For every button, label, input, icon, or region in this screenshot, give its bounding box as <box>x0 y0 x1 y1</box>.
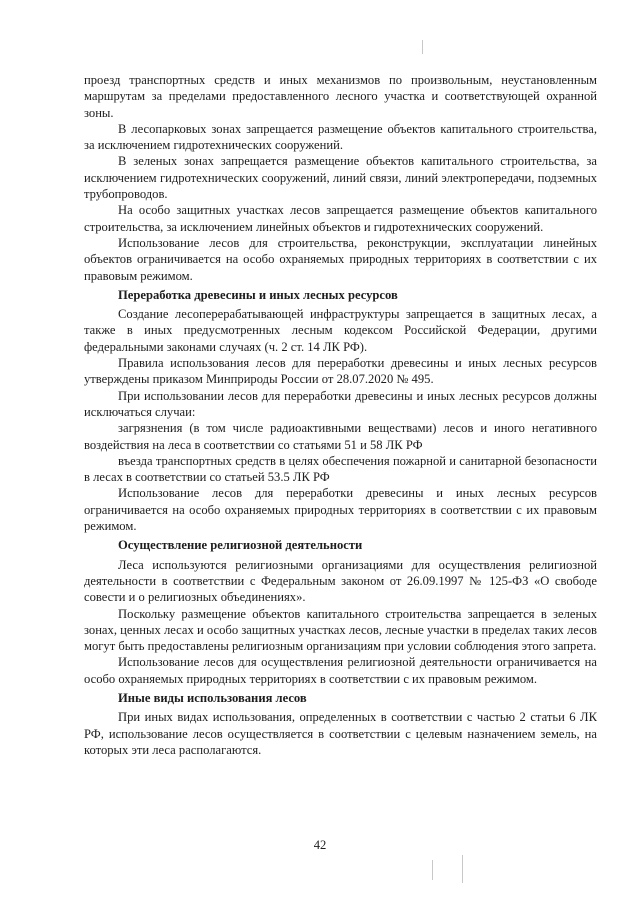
paragraph: Поскольку размещение объектов капитального строительства запрещается в зеленых зонах, ценных лесах и особо защитных участках лесов, лесные участки в пределах таких лесов могут быть предоставлены религиозным организациям при условии соблюдения этого запрета. <box>84 606 597 654</box>
scan-artifact <box>422 40 423 54</box>
page-number: 42 <box>313 838 327 852</box>
paragraph: При использовании лесов для переработки древесины и иных лесных ресурсов должны исключаться случаи: <box>84 388 597 419</box>
paragraph: На особо защитных участках лесов запрещается размещение объектов капитального строительства, за исключением линейных объектов и гидротехнических сооружений. <box>84 203 597 234</box>
paragraph: В лесопарковых зонах запрещается размещение объектов капитального строительства, за исключением гидротехнических сооружений. <box>84 121 597 153</box>
paragraph: Использование лесов для переработки древесины и иных лесных ресурсов ограничивается на особо охраняемых природных территориях в соответствии с их правовым режимом. <box>84 486 597 534</box>
paragraph: При иных видах использования, определенных в соответствии с частью 2 статьи 6 ЛК РФ, использование лесов осуществляется в соответствии с целевым назначением земель, на которых эти леса располагаются. <box>84 710 597 757</box>
section-heading: Переработка древесины и иных лесных ресурсов <box>118 287 398 302</box>
section-heading: Иные виды использования лесов <box>118 690 307 705</box>
paragraph: въезда транспортных средств в целях обеспечения пожарной и санитарной безопасности в лесах в соответствии со статьей 53.5 ЛК РФ <box>84 453 597 485</box>
scan-artifact <box>462 855 463 883</box>
paragraph: загрязнения (в том числе радиоактивными веществами) лесов и иного негативного воздействия на леса в соответствии со статьями 51 и 58 ЛК РФ <box>84 421 597 452</box>
scan-artifact <box>432 860 433 880</box>
section-heading: Осуществление религиозной деятельности <box>118 538 363 553</box>
document-body <box>84 72 597 758</box>
paragraph: Использование лесов для осуществления религиозной деятельности ограничивается на особо охраняемых природных территориях в соответствии с их правовым режимом. <box>84 655 597 686</box>
paragraph: Правила использования лесов для переработки древесины и иных лесных ресурсов утверждены приказом Минприроды России от 28.07.2020 № 495. <box>84 356 597 387</box>
paragraph: Создание лесоперерабатывающей инфраструктуры запрещается в защитных лесах, а также в иных предусмотренных лесным кодексом Российской Федерации, другими федеральными законами случаях (ч. 2 ст. 14 ЛК РФ). <box>84 307 597 354</box>
paragraph: В зеленых зонах запрещается размещение объектов капитального строительства, за исключением гидротехнических сооружений, линий связи, линий электропередачи, подземных трубопроводов. <box>84 154 597 202</box>
paragraph: Использование лесов для строительства, реконструкции, эксплуатации линейных объектов ограничивается на особо охраняемых природных территориях в соответствии с их правовым режимом. <box>84 235 597 283</box>
paragraph: проезд транспортных средств и иных механизмов по произвольным, неустановленным маршрутам за пределами предоставленного лесного участка и соответствующей охранной зоны. <box>84 73 597 120</box>
paragraph: Леса используются религиозными организациями для осуществления религиозной деятельности в соответствии с Федеральным законом от 26.09.1997 № 125-ФЗ «О свободе совести и о религиозных объединениях». <box>84 557 597 605</box>
